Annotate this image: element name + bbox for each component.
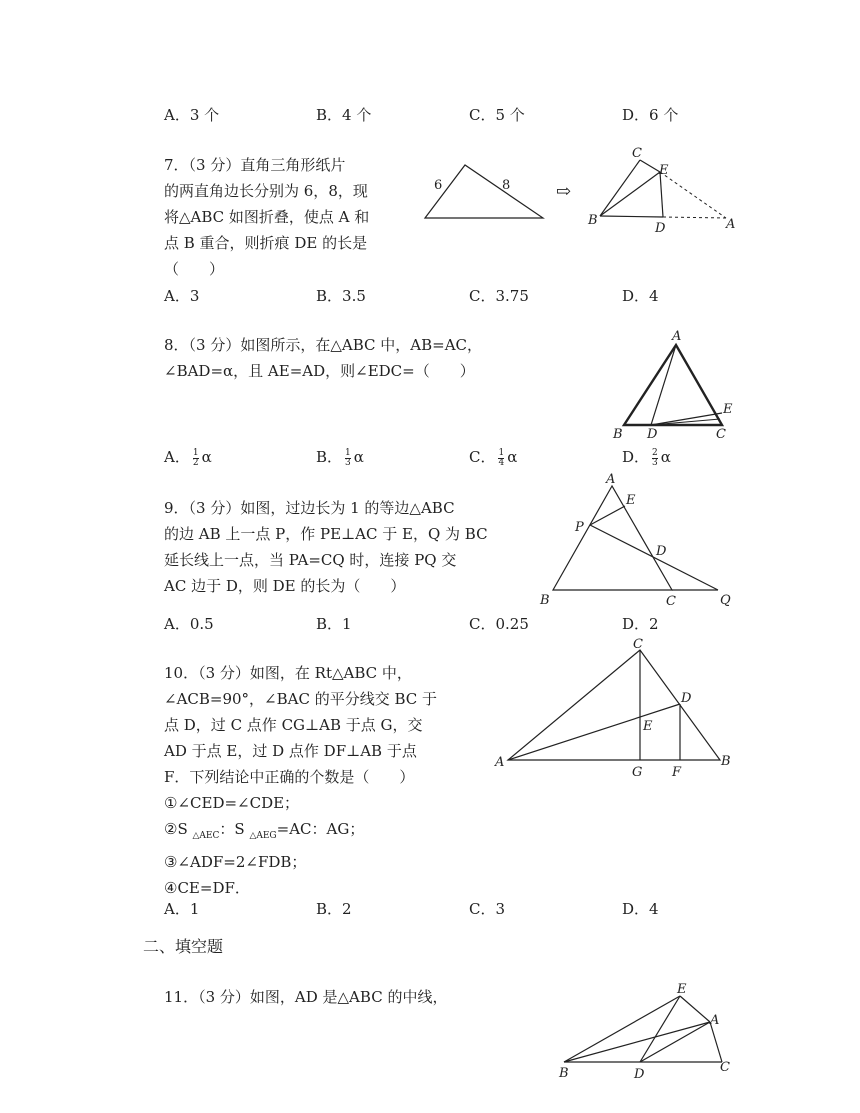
q8-option-a: A． $\frac{1}{2}$ α — [164, 447, 212, 468]
q7-label-D: D — [655, 221, 666, 236]
q10-line-4: AD 于点 E，过 D 点作 DF⊥AB 于点 — [164, 742, 417, 760]
q11-text — [164, 984, 447, 1010]
q10-label-D: D — [681, 691, 692, 706]
q10-line-2: ∠ACB=90°，∠BAC 的平分线交 BC 于 — [164, 690, 438, 708]
q7-label-side1: 6 — [434, 178, 443, 193]
q9-label-D: D — [656, 544, 667, 559]
section-heading-fill-in: 二、填空题 — [143, 937, 224, 956]
q9-option-a: A．0.5 — [164, 615, 214, 633]
q7-line-4: 点 B 重合，则折痕 DE 的长是 — [164, 234, 368, 252]
q10-label-E: E — [643, 719, 653, 734]
q10-option-d: D．4 — [622, 900, 659, 918]
q7-option-a: A．3 — [164, 287, 200, 305]
q7-option-c: C．3.75 — [469, 287, 529, 305]
q10-line-9: ④CE=DF． — [164, 879, 250, 897]
q11-figure — [550, 978, 740, 1083]
q7-option-d: D．4 — [622, 287, 659, 305]
q7-line-1: 7．（3 分）直角三角形纸片 — [164, 156, 346, 174]
q8-text — [164, 332, 482, 384]
q9-figure — [530, 468, 745, 613]
q7-arrow-icon: ⇨ — [556, 181, 572, 202]
q8-label-C: C — [716, 427, 726, 442]
q9-triangle — [553, 486, 672, 590]
q11-label-A: A — [710, 1013, 720, 1028]
q10-line-7: ②S $_{\triangle AEC}$：S $_{\triangle AEG}$=AC：AG； — [164, 820, 365, 841]
q8-triangle — [624, 345, 722, 425]
q10-option-b: B．2 — [316, 900, 352, 918]
q10-label-F: F — [672, 765, 682, 780]
q10-text — [164, 660, 437, 901]
q6-option-c: C．5 个 — [469, 106, 525, 124]
q7-label-B: B — [588, 213, 598, 228]
q11-label-C: C — [720, 1060, 730, 1075]
q10-label-A: A — [495, 755, 505, 770]
q7-line-3: 将△ABC 如图折叠，使点 A 和 — [164, 208, 370, 226]
q10-line-3: 点 D，过 C 点作 CG⊥AB 于点 G，交 — [164, 716, 423, 734]
q7-figure — [410, 140, 750, 240]
q9-label-P: P — [575, 520, 584, 535]
q8-label-E: E — [723, 402, 733, 417]
q9-option-d: D．2 — [622, 615, 659, 633]
q9-label-A: A — [606, 472, 616, 487]
q7-triangle-original — [425, 165, 543, 218]
q9-option-b: B．1 — [316, 615, 352, 633]
q10-line-8: ③∠ADF=2∠FDB； — [164, 853, 307, 871]
q10-label-B: B — [721, 754, 731, 769]
q7-label-E: E — [659, 163, 669, 178]
q6-option-b: B．4 个 — [316, 106, 372, 124]
q10-label-G: G — [632, 765, 643, 780]
q7-option-b: B．3.5 — [316, 287, 366, 305]
q7-line-5: （ ） — [164, 260, 225, 278]
q8-option-d: D． $\frac{2}{3}$ α — [622, 447, 671, 468]
q9-label-B: B — [540, 593, 550, 608]
q9-label-E: E — [626, 493, 636, 508]
q8-option-c: C． $\frac{1}{4}$ α — [469, 447, 518, 468]
q8-line-2: ∠BAD=α，且 AE=AD，则∠EDC=（ ） — [164, 362, 475, 380]
q8-label-B: B — [613, 427, 623, 442]
q6-option-a: A．3 个 — [164, 106, 220, 124]
q7-label-side2: 8 — [502, 178, 511, 193]
q10-option-a: A．1 — [164, 900, 200, 918]
q8-option-b: B． $\frac{1}{3}$ α — [316, 447, 364, 468]
q9-line-4: AC 边于 D，则 DE 的长为（ ） — [164, 577, 406, 595]
q7-line-2: 的两直角边长分别为 6，8，现 — [164, 182, 368, 200]
q9-option-c: C．0.25 — [469, 615, 529, 633]
q11-label-D: D — [634, 1067, 645, 1082]
q9-label-Q: Q — [720, 593, 731, 608]
q10-option-c: C．3 — [469, 900, 506, 918]
q9-line-3: 延长线上一点，当 PA=CQ 时，连接 PQ 交 — [164, 551, 457, 569]
q8-label-D: D — [647, 427, 658, 442]
q10-figure — [490, 630, 740, 785]
q8-line-1: 8．（3 分）如图所示，在△ABC 中，AB=AC， — [164, 336, 483, 354]
q9-label-C: C — [666, 594, 676, 609]
q9-line-2: 的边 AB 上一点 P，作 PE⊥AC 于 E，Q 为 BC — [164, 525, 488, 543]
q11-label-B: B — [559, 1066, 569, 1081]
q7-text — [164, 152, 369, 282]
q10-line-1: 10．（3 分）如图，在 Rt△ABC 中， — [164, 664, 412, 682]
q9-line-1: 9．（3 分）如图，过边长为 1 的等边△ABC — [164, 499, 455, 517]
q10-line-6: ①∠CED=∠CDE； — [164, 794, 300, 812]
q7-label-C: C — [632, 146, 642, 161]
q10-label-C: C — [633, 637, 643, 652]
q11-label-E: E — [677, 982, 687, 997]
q7-label-A: A — [726, 217, 736, 232]
q11-line-1: 11．（3 分）如图，AD 是△ABC 的中线， — [164, 988, 448, 1006]
q8-figure — [600, 325, 750, 445]
q9-text — [164, 495, 488, 599]
q8-label-A: A — [672, 329, 682, 344]
q6-option-d: D．6 个 — [622, 106, 679, 124]
q10-line-5: F．下列结论中正确的个数是（ ） — [164, 768, 415, 786]
